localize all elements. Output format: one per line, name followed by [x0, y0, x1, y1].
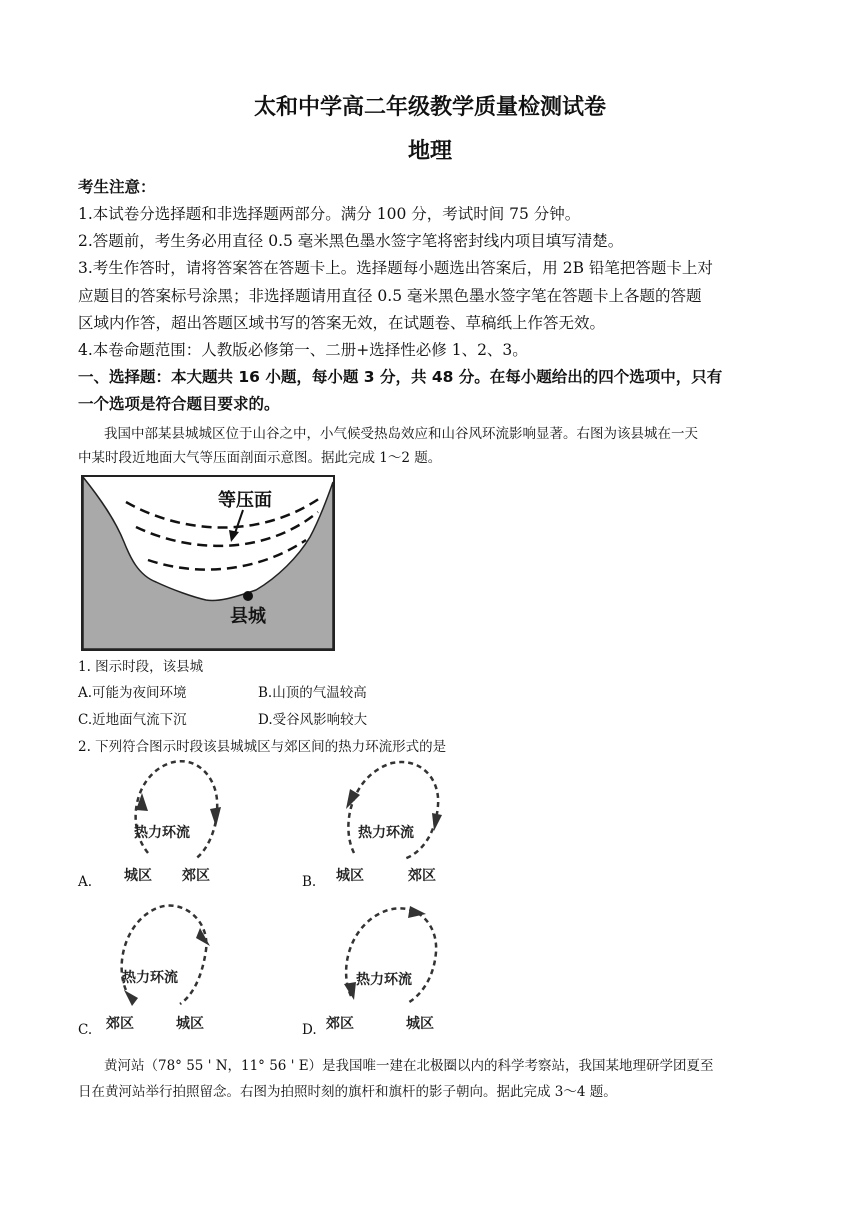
q1-stem: 1. 图示时段，该县城	[78, 659, 204, 675]
q2-option-b-letter[interactable]: B.	[302, 874, 317, 890]
q1-option-b[interactable]: B.山顶的气温较高	[258, 685, 367, 701]
notice-line-3: 3.考生作答时，请将答案答在答题卡上。选择题每小题选出答案后，用 2B 铅笔把答题卡上对	[78, 259, 713, 277]
q2-option-b-diagram[interactable]	[332, 755, 452, 890]
q2-option-d-diagram[interactable]	[326, 900, 451, 1035]
q2-option-c-letter[interactable]: C.	[78, 1022, 93, 1038]
suburb-label: 郊区	[326, 1016, 354, 1032]
urban-label: 城区	[124, 868, 152, 884]
thermal-circulation-label: 热力环流	[356, 972, 412, 988]
suburb-label: 郊区	[106, 1016, 134, 1032]
section-heading-line-1: 一、选择题：本大题共 16 小题，每小题 3 分，共 48 分。在每小题给出的四个选项中，只有	[78, 368, 723, 386]
notice-line-2: 2.答题前，考生务必用直径 0.5 毫米黑色墨水签字笔将密封线内项目填写清楚。	[78, 232, 624, 250]
county-town-dot	[243, 591, 253, 601]
q2-option-a-letter[interactable]: A.	[78, 874, 93, 890]
thermal-circulation-label: 热力环流	[122, 970, 178, 986]
county-town-label: 县城	[230, 606, 266, 627]
section-heading-line-2: 一个选项是符合题目要求的。	[78, 395, 280, 413]
urban-label: 城区	[406, 1016, 434, 1032]
notice-line-5: 区域内作答，超出答题区域书写的答案无效，在试题卷、草稿纸上作答无效。	[78, 314, 606, 332]
suburb-label: 郊区	[408, 868, 436, 884]
valley-isobar-figure	[78, 472, 338, 654]
q2-stem: 2. 下列符合图示时段该县城城区与郊区间的热力环流形式的是	[78, 739, 447, 755]
q2-option-c-diagram[interactable]	[102, 900, 222, 1035]
exam-title: 太和中学高二年级教学质量检测试卷	[253, 95, 606, 120]
urban-label: 城区	[336, 868, 364, 884]
notice-line-4: 应题目的答案标号涂黑；非选择题请用直径 0.5 毫米黑色墨水签字笔在答题卡上各题的答题	[78, 287, 702, 305]
passage2-line-1: 黄河站（78° 55 ' N，11° 56 ' E）是我国唯一建在北极圈以内的科学考察站，我国某地理研学团夏至	[104, 1058, 714, 1074]
subject-title: 地理	[407, 139, 452, 164]
thermal-circulation-label: 热力环流	[358, 825, 414, 841]
suburb-label: 郊区	[182, 868, 210, 884]
passage2-line-2: 日在黄河站举行拍照留念。右图为拍照时刻的旗杆和旗杆的影子朝向。据此完成 3～4 题。	[78, 1084, 617, 1100]
q2-option-d-letter[interactable]: D.	[302, 1022, 317, 1038]
q2-option-a-diagram[interactable]	[120, 755, 240, 890]
notice-line-6: 4.本卷命题范围：人教版必修第一、二册+选择性必修 1、2、3。	[78, 341, 528, 359]
isobar-label: 等压面	[218, 490, 272, 511]
q1-option-a[interactable]: A.可能为夜间环境	[78, 685, 187, 701]
thermal-circulation-label: 热力环流	[134, 825, 190, 841]
notice-heading: 考生注意：	[78, 178, 156, 196]
passage1-line-1: 我国中部某县城城区位于山谷之中，小气候受热岛效应和山谷风环流影响显著。右图为该县城在一天	[104, 426, 698, 442]
q1-option-c[interactable]: C.近地面气流下沉	[78, 712, 187, 728]
urban-label: 城区	[176, 1016, 204, 1032]
passage1-line-2: 中某时段近地面大气等压面剖面示意图。据此完成 1～2 题。	[78, 450, 442, 466]
q1-option-d[interactable]: D.受谷风影响较大	[258, 712, 368, 728]
notice-line-1: 1.本试卷分选择题和非选择题两部分。满分 100 分，考试时间 75 分钟。	[78, 205, 581, 223]
